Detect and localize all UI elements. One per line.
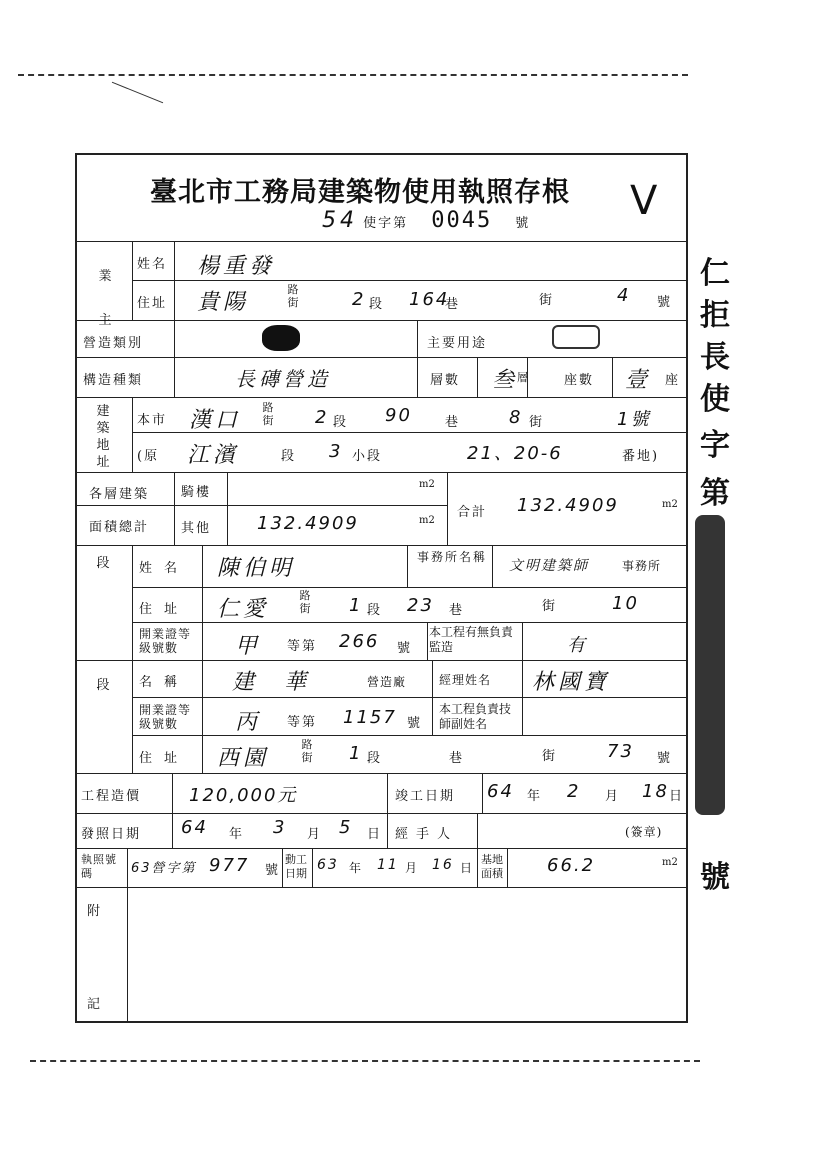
designer-address-label: 住址	[139, 602, 190, 617]
start-day: 16	[432, 857, 454, 873]
rule	[77, 887, 686, 888]
remarks-label-top: 附	[87, 904, 103, 919]
completion-day-label: 日	[669, 789, 685, 804]
scan-streak	[112, 82, 163, 104]
permit-suffix: 號	[265, 863, 281, 878]
completion-year-label: 年	[527, 789, 543, 804]
check-mark: V	[630, 178, 658, 224]
total-value: 132.4909	[517, 495, 619, 516]
scan-noise-top	[18, 74, 688, 76]
completion-year: 64	[487, 781, 514, 802]
contractor-address-label: 住址	[139, 751, 190, 766]
owner-address-road: 貴陽	[197, 290, 250, 315]
owner-address-label: 住址	[137, 296, 168, 311]
contractor-number: 73	[607, 741, 634, 762]
site-city: 本市	[137, 413, 168, 428]
handler-label: 經手人	[395, 827, 459, 842]
margin-text-3: 長	[700, 340, 730, 375]
margin-text-6: 第	[700, 476, 730, 511]
contractor-license-no: 1157	[343, 707, 397, 728]
rule	[77, 397, 686, 398]
site-road: 漢口	[189, 408, 242, 433]
contractor-name-label: 名稱	[139, 675, 190, 690]
site-orig-subsection: 3	[329, 441, 343, 462]
rule	[482, 773, 483, 813]
owner-section-no: 2	[352, 289, 366, 310]
rule	[174, 241, 175, 321]
rule	[77, 848, 686, 849]
designer-section-no: 1	[349, 595, 363, 616]
permit-label: 執照號碼	[81, 853, 117, 880]
permit-prefix: 63營字第	[131, 861, 197, 876]
contractor-section-no: 1	[349, 743, 363, 764]
designer-responsible-value: 有	[567, 635, 587, 656]
rule	[77, 505, 447, 506]
contractor-lane-label: 巷	[449, 751, 465, 766]
area-label-2: 面積總計	[89, 520, 150, 535]
rule	[132, 735, 686, 736]
rule	[77, 241, 686, 242]
margin-text-4: 使	[700, 382, 730, 417]
designer-section-label: 段	[367, 603, 383, 618]
designer-number: 10	[612, 593, 639, 614]
completion-month: 2	[567, 781, 581, 802]
rule	[447, 472, 448, 545]
rule	[432, 660, 433, 735]
owner-road-label: 路街	[287, 283, 299, 309]
contractor-license-mid: 等第	[287, 715, 318, 730]
total-unit: m2	[662, 499, 678, 510]
issue-year: 64	[181, 817, 208, 838]
site-orig-section-label: 段	[281, 449, 297, 464]
floors-label: 層數	[430, 373, 461, 388]
start-month-label: 月	[405, 861, 420, 875]
owner-lane-label: 巷	[445, 297, 461, 312]
contractor-section-label: 段	[96, 678, 110, 693]
designer-license-label: 開業證等級號數	[139, 627, 192, 655]
designer-road: 仁愛	[217, 597, 270, 622]
number-suffix: 號	[515, 216, 529, 231]
designer-office-label: 事務所名稱	[417, 550, 488, 564]
permit-number: 0045	[431, 208, 493, 233]
rule	[387, 773, 388, 813]
completion-label: 竣工日期	[395, 789, 456, 804]
site-street-label: 街	[529, 415, 545, 430]
issue-label: 發照日期	[81, 827, 142, 842]
rule	[127, 848, 128, 887]
permit-form	[75, 153, 688, 1023]
rule	[132, 397, 133, 472]
owner-name-label: 姓名	[137, 257, 168, 272]
designer-responsible-label: 本工程有無負責監造	[429, 625, 514, 654]
cost-label: 工程造價	[81, 789, 142, 804]
rule	[77, 472, 686, 473]
total-label: 合計	[457, 505, 488, 520]
structure-value: 長磚營造	[235, 367, 331, 391]
site-orig-subsection-label: 小段	[352, 449, 383, 464]
rule	[77, 320, 686, 321]
contractor-road: 西園	[217, 746, 270, 771]
owner-number-label: 號	[657, 295, 673, 310]
site-section-label: 段	[333, 415, 349, 430]
issue-year-label: 年	[229, 827, 245, 842]
rule	[492, 545, 493, 587]
rule	[202, 545, 203, 773]
permit-number-value: 977	[209, 855, 250, 876]
floors-unit: 層	[517, 371, 530, 384]
contractor-license-grade: 丙	[235, 710, 262, 735]
site-label: 建築地址	[96, 404, 110, 470]
designer-lane-label: 巷	[449, 603, 465, 618]
contractor-number-label: 號	[657, 751, 673, 766]
rule	[407, 545, 408, 587]
arcade-unit: m2	[419, 479, 435, 490]
margin-text-5: 字	[700, 428, 730, 463]
contractor-name: 建華	[232, 670, 337, 695]
rule	[172, 773, 173, 813]
contractor-section-label: 段	[367, 751, 383, 766]
site-orig-label: (原	[137, 449, 160, 464]
contractor-tech-label: 本工程負責技師副姓名	[439, 702, 512, 731]
rule	[522, 622, 523, 660]
owner-section-label: 業主	[98, 269, 112, 328]
rule	[477, 848, 478, 887]
number-mid: 使字第	[363, 216, 409, 231]
contractor-license-label: 開業證等級號數	[139, 703, 192, 731]
rule	[132, 697, 686, 698]
use-label: 主要用途	[427, 336, 488, 351]
owner-section-label2: 段	[369, 297, 385, 312]
arcade-label: 騎樓	[181, 485, 212, 500]
rule	[282, 848, 283, 887]
site-area-unit: m2	[662, 857, 678, 868]
designer-license-suffix: 號	[397, 641, 413, 656]
margin-text-1: 仁	[700, 256, 730, 291]
remarks-label-bottom: 記	[87, 997, 103, 1012]
site-area: 66.2	[547, 855, 596, 876]
sign-label: (簽章)	[625, 825, 663, 839]
site-number: 1號	[617, 409, 651, 430]
ink-smudge	[695, 515, 725, 815]
site-section-no: 2	[315, 407, 329, 428]
rule	[77, 773, 686, 774]
designer-license-grade: 甲	[235, 634, 262, 659]
margin-text-7: 號	[700, 860, 730, 895]
site-lane-label: 巷	[445, 415, 461, 430]
completion-month-label: 月	[605, 789, 621, 804]
document-title: 臺北市工務局建築物使用執照存根	[150, 177, 570, 208]
rule	[612, 357, 613, 397]
other-label: 其他	[181, 521, 212, 536]
site-orig-district: 江濱	[187, 443, 240, 468]
rule	[417, 320, 418, 397]
rule	[77, 660, 686, 661]
designer-name: 陳伯明	[217, 556, 296, 581]
start-label: 動工日期	[285, 853, 307, 880]
category-value-redacted	[262, 325, 300, 351]
rule	[477, 357, 478, 397]
designer-office: 文明建築師	[509, 558, 589, 574]
contractor-street-label: 街	[542, 749, 558, 764]
issue-day: 5	[339, 817, 353, 838]
floors-value: 叁	[492, 368, 519, 393]
contractor-manager-label: 經理姓名	[439, 673, 492, 687]
area-label-1: 各層建築	[89, 487, 150, 502]
count-label: 座數	[564, 373, 595, 388]
owner-name: 楊重發	[197, 254, 276, 279]
contractor-road-label: 路街	[301, 738, 313, 764]
completion-day: 18	[642, 781, 669, 802]
scan-noise-bottom	[30, 1060, 700, 1062]
rule	[227, 472, 228, 545]
rule	[132, 622, 686, 623]
start-month: 11	[377, 857, 399, 873]
designer-license-mid: 等第	[287, 639, 318, 654]
contractor-license-suffix: 號	[407, 716, 423, 731]
designer-license-no: 266	[339, 631, 380, 652]
rule	[132, 545, 133, 773]
issue-month: 3	[273, 817, 287, 838]
owner-street-label: 街	[539, 293, 555, 308]
rule	[522, 660, 523, 735]
rule	[77, 357, 686, 358]
start-year: 63	[317, 857, 339, 873]
site-road-label: 路街	[262, 401, 274, 427]
rule	[174, 320, 175, 397]
designer-section-label: 段	[96, 556, 110, 571]
start-year-label: 年	[349, 861, 364, 875]
designer-name-label: 姓名	[139, 561, 190, 576]
count-value: 壹	[625, 368, 652, 393]
other-value: 132.4909	[257, 513, 359, 534]
other-unit: m2	[419, 515, 435, 526]
count-unit: 座	[665, 373, 681, 388]
site-street: 8	[509, 407, 523, 428]
site-lane: 90	[385, 405, 412, 426]
rule	[387, 813, 388, 848]
rule	[127, 887, 128, 1021]
cost-value: 120,000元	[189, 785, 298, 806]
category-label: 營造類別	[83, 336, 144, 351]
site-lot: 21、20-6	[467, 443, 563, 464]
margin-text-2: 拒	[700, 298, 730, 333]
owner-number: 4	[617, 285, 631, 306]
issue-day-label: 日	[367, 827, 383, 842]
rule	[132, 280, 686, 281]
site-lot-label: 番地)	[622, 449, 660, 464]
designer-lane: 23	[407, 595, 434, 616]
rule	[172, 813, 173, 848]
site-area-label: 基地面積	[481, 853, 503, 880]
designer-street-label: 街	[542, 599, 558, 614]
owner-lane-no: 164	[409, 289, 450, 310]
designer-office-suffix: 事務所	[622, 559, 662, 573]
rule	[174, 472, 175, 545]
use-value-scribble	[552, 325, 600, 349]
designer-road-label: 路街	[299, 589, 311, 615]
rule	[77, 813, 686, 814]
start-day-label: 日	[460, 861, 475, 875]
rule	[477, 813, 478, 848]
number-prefix: 54	[322, 208, 358, 233]
rule	[132, 241, 133, 321]
issue-month-label: 月	[307, 827, 323, 842]
contractor-manager: 林國寶	[532, 670, 611, 695]
rule	[427, 622, 428, 660]
structure-label: 構造種類	[83, 373, 144, 388]
rule	[77, 545, 686, 546]
contractor-name-suffix: 營造廠	[367, 675, 407, 689]
rule	[132, 587, 686, 588]
